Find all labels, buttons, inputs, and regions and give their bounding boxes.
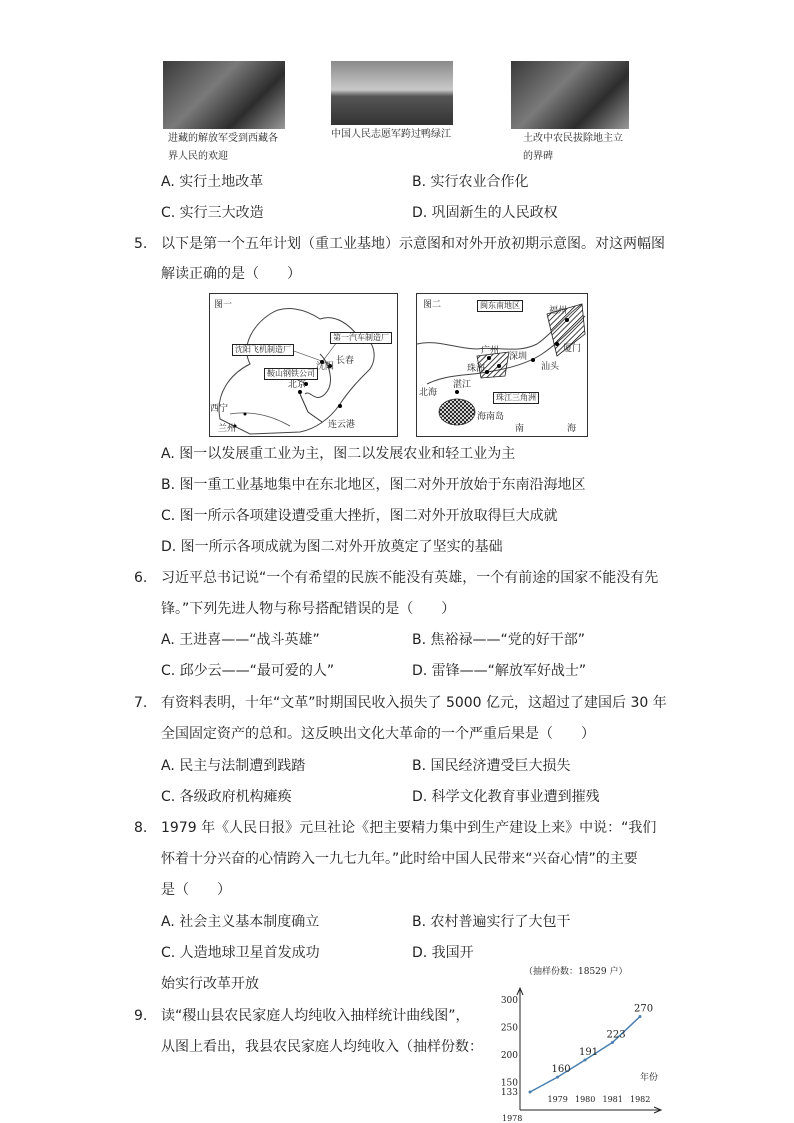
- income-chart: [494, 960, 674, 1123]
- q5-stem-line2: 解读正确的是（ ）: [161, 266, 301, 282]
- data-label: 270: [634, 1003, 654, 1015]
- q9-stem-line2: 从图上看出，我县农民家庭人均纯收入（抽样份数：: [161, 1039, 483, 1055]
- x-tick-label: 1979: [547, 1095, 568, 1104]
- y-tick-label: 200: [500, 1051, 518, 1062]
- map1-city-shenyang: 沈阳: [316, 362, 335, 372]
- x-tick-label: 1980: [575, 1095, 596, 1104]
- q9-stem-line1: 读“稷山县农民家庭人均纯收入抽样统计曲线图”，: [161, 1008, 470, 1024]
- q5-option-b[interactable]: B. 图一重工业基地集中在东北地区，图二对外开放始于东南沿海地区: [161, 477, 586, 493]
- q7-option-a[interactable]: A. 民主与法制遭到践踏: [161, 758, 306, 774]
- map2-city-zhanjiang: 湛江: [453, 380, 472, 390]
- q4-option-b[interactable]: B. 实行农业合作化: [412, 174, 529, 190]
- q8-stem-line3: 是（ ）: [161, 882, 231, 898]
- q9-number: 9.: [134, 1008, 148, 1024]
- x-tick-label: 1982: [630, 1095, 651, 1104]
- q4-option-c[interactable]: C. 实行三大改造: [161, 205, 264, 221]
- q6-stem-line2: 锋。”下列先进人物与称号搭配错误的是（ ）: [161, 601, 456, 617]
- data-label: 223: [606, 1029, 626, 1041]
- data-label: 160: [551, 1064, 571, 1076]
- map1-city-xining: 西宁: [210, 404, 229, 414]
- data-point: [556, 1076, 559, 1079]
- map1-city-beijing: 北京: [288, 380, 307, 390]
- x-tick-label: 1981: [602, 1095, 623, 1104]
- map2-label-south: 南: [515, 424, 525, 434]
- map1-city-lianyungang: 连云港: [328, 420, 356, 430]
- q6-stem-line1: 习近平总书记说“一个有希望的民族不能没有英雄，一个有前途的国家不能没有先: [161, 570, 659, 586]
- q8-stem-line1: 1979 年《人民日报》元旦社论《把主要精力集中到生产建设上来》中说：“我们: [161, 820, 657, 836]
- y-tick-label: 250: [500, 1023, 518, 1034]
- map1-city-lanzhou: 兰州: [218, 424, 237, 434]
- y-tick-label: 133: [500, 1088, 518, 1098]
- map1-box-anshan-steel: 鞍山钢铁公司: [264, 368, 318, 380]
- q5-option-d[interactable]: D. 图一所示各项成就为图二对外开放奠定了坚实的基础: [161, 539, 503, 555]
- x-tick-label: 1978: [502, 1114, 523, 1123]
- photo-tibet: [163, 61, 285, 129]
- map2-title: 图二: [423, 300, 442, 310]
- q7-option-d[interactable]: D. 科学文化教育事业遭到摧残: [412, 789, 600, 805]
- q7-number: 7.: [134, 695, 148, 711]
- map2-city-shantou: 汕头: [541, 362, 560, 372]
- map2-box-pearl-delta: 珠江三角洲: [493, 392, 539, 404]
- data-point: [639, 1015, 642, 1018]
- data-label: 191: [579, 1047, 599, 1059]
- y-tick-label: 300: [500, 996, 518, 1006]
- map1-title: 图一: [214, 300, 233, 310]
- q8-option-d-continuation: 始实行改革开放: [161, 976, 259, 992]
- q5-option-a[interactable]: A. 图一以发展重工业为主，图二以发展农业和轻工业为主: [161, 446, 516, 462]
- income-chart-svg: [494, 960, 674, 1123]
- q8-option-a[interactable]: A. 社会主义基本制度确立: [161, 914, 320, 930]
- q8-number: 8.: [134, 820, 148, 836]
- map1-box-first-auto: 第一汽车制造厂: [330, 332, 392, 344]
- q8-option-d[interactable]: D. 我国开: [412, 945, 474, 961]
- map1-box-shenyang-aircraft: 沈阳飞机制造厂: [232, 344, 294, 356]
- q6-option-d[interactable]: D. 雷锋——“解放军好战士”: [412, 663, 587, 679]
- q6-option-a[interactable]: A. 王进喜——“战斗英雄”: [161, 632, 320, 648]
- photo-yalu: [331, 61, 453, 125]
- x-axis-label: 年份: [640, 1073, 659, 1083]
- chart-title: （抽样份数：18529 户）: [524, 967, 628, 977]
- photo-land-reform: [511, 61, 629, 129]
- map2-city-shenzhen: 深圳: [509, 352, 528, 362]
- photo-caption-2: 中国人民志愿军跨过鸭绿江: [331, 129, 451, 140]
- y-tick-label: 150: [500, 1078, 518, 1089]
- map2-city-xiamen: 厦门: [563, 344, 582, 354]
- q4-option-d[interactable]: D. 巩固新生的人民政权: [412, 205, 558, 221]
- data-point: [584, 1059, 587, 1062]
- q8-stem-line2: 怀着十分兴奋的心情跨入一九七九年。”此时给中国人民带来“兴奋心情”的主要: [161, 851, 638, 867]
- map-opening-up: [416, 293, 588, 437]
- q7-stem-line1: 有资料表明，十年“文革”时期国民收入损失了 5000 亿元，这超过了建国后 30 年: [161, 695, 667, 711]
- map1-city-changchun: 长春: [336, 356, 355, 366]
- map2-city-zhuhai: 珠海: [467, 364, 486, 374]
- map2-label-sea: 海: [567, 424, 577, 434]
- map-first-five-year-plan: [209, 293, 398, 437]
- q4-option-a[interactable]: A. 实行土地改革: [161, 174, 264, 190]
- q7-option-b[interactable]: B. 国民经济遭受巨大损失: [412, 758, 571, 774]
- q8-option-c[interactable]: C. 人造地球卫星首发成功: [161, 945, 320, 961]
- data-point: [529, 1091, 532, 1094]
- q5-option-c[interactable]: C. 图一所示各项建设遭受重大挫折，图二对外开放取得巨大成就: [161, 508, 558, 524]
- q7-stem-line2: 全国固定资产的总和。这反映出文化大革命的一个严重后果是（ ）: [161, 726, 595, 742]
- q5-number: 5.: [134, 236, 148, 252]
- q6-option-c[interactable]: C. 邱少云——“最可爱的人”: [161, 663, 335, 679]
- photo-caption-1: 进藏的解放军受到西藏各界人民的欢迎: [168, 133, 278, 162]
- map2-label-hainan: 海南岛: [477, 412, 505, 422]
- q7-option-c[interactable]: C. 各级政府机构瘫痪: [161, 789, 292, 805]
- map2-city-guangzhou: 广州: [481, 346, 500, 356]
- q6-number: 6.: [134, 570, 148, 586]
- q8-option-b[interactable]: B. 农村普遍实行了大包干: [412, 914, 571, 930]
- data-point: [611, 1041, 614, 1044]
- photo-caption-3: 土改中农民拔除地主立的界碑: [523, 133, 623, 162]
- map2-city-beihai: 北海: [419, 388, 438, 398]
- q6-option-b[interactable]: B. 焦裕禄——“党的好干部”: [412, 632, 586, 648]
- map2-city-fuzhou: 福州: [549, 306, 568, 316]
- q5-stem-line1: 以下是第一个五年计划（重工业基地）示意图和对外开放初期示意图。对这两幅图: [161, 236, 665, 252]
- map2-box-mindongnan: 闽东南地区: [477, 300, 523, 312]
